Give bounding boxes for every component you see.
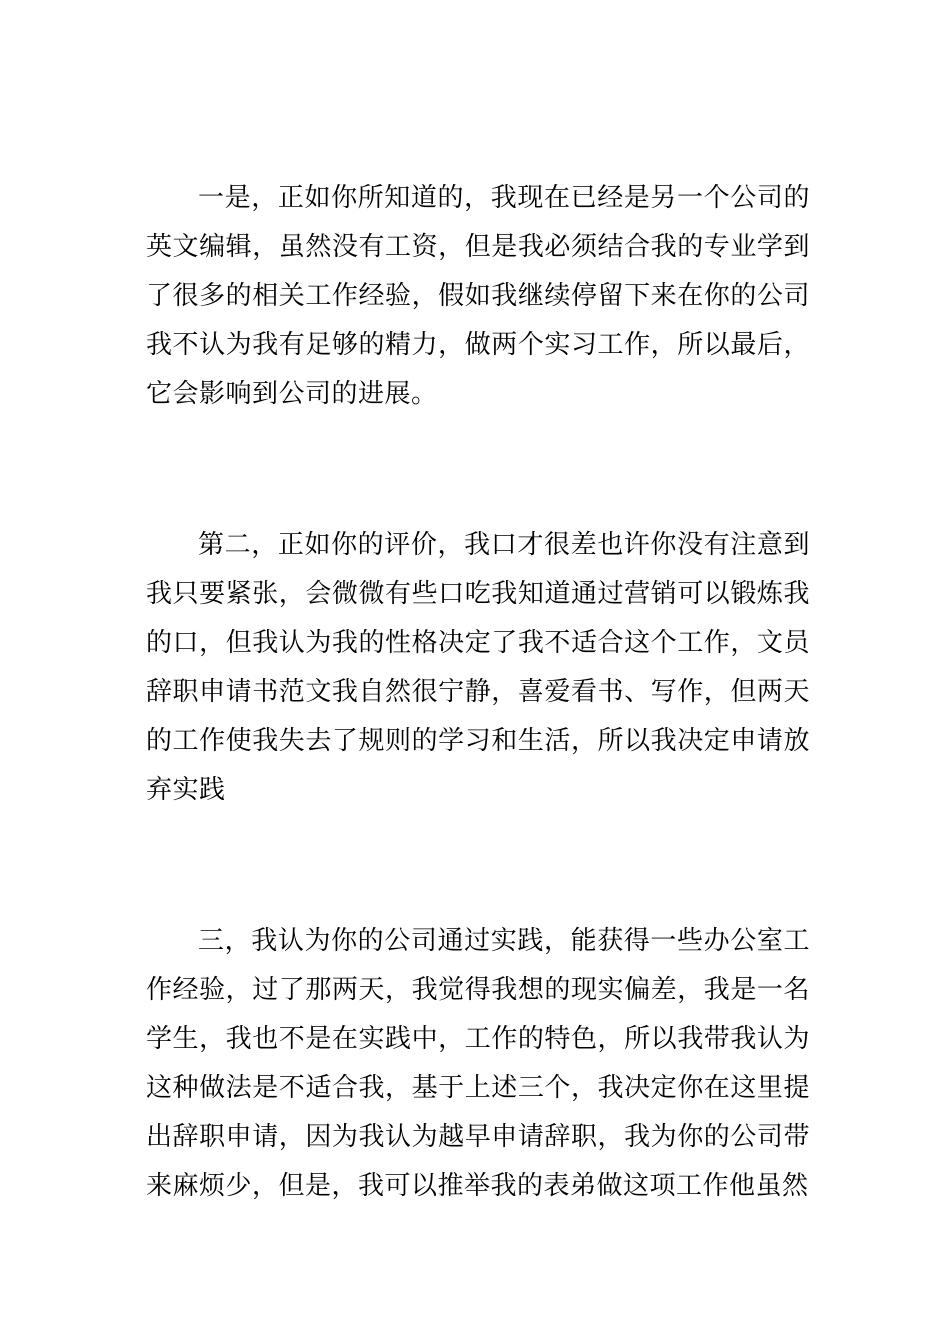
paragraph-reason-two: 第二，正如你的评价，我口才很差也许你没有注意到我只要紧张，会微微有些口吃我知道通过营销可以锻炼我的口，但我认为我的性格决定了我不适合这个工作，文员辞职申请书范文我自然很宁静，喜爱看书、写作，但两天的工作使我失去了规则的学习和生活，所以我决定申请放弃实践 bbox=[146, 530, 810, 805]
paragraph-reason-three: 三，我认为你的公司通过实践，能获得一些办公室工作经验，过了那两天，我觉得我想的现实偏差，我是一名学生，我也不是在实践中，工作的特色，所以我带我认为这种做法是不适合我，基于上述三个，我决定你在这里提出辞职申请，因为我认为越早申请辞职，我为你的公司带来麻烦少，但是，我可以推举我的表弟做这项工作他虽然 bbox=[146, 926, 810, 1201]
paragraph-reason-one: 一是，正如你所知道的，我现在已经是另一个公司的英文编辑，虽然没有工资，但是我必须结合我的专业学到了很多的相关工作经验，假如我继续停留下来在你的公司我不认为我有足够的精力，做两个实习工作，所以最后，它会影响到公司的进展。 bbox=[146, 183, 810, 409]
